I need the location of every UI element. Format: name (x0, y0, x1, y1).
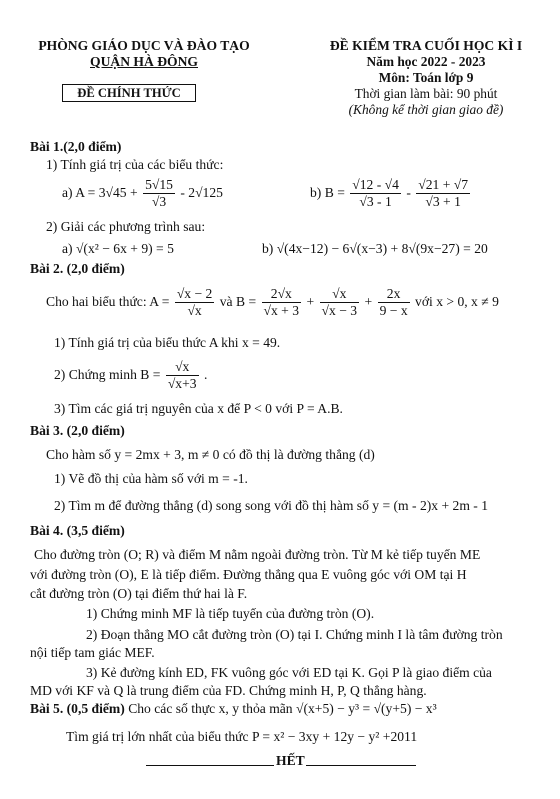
bai1-eq-a: a) √(x² − 6x + 9) = 5 (62, 241, 174, 256)
bai1-b-den1: √3 - 1 (359, 194, 392, 210)
bai3-intro: Cho hàm số y = 2mx + 3, m ≠ 0 có đồ thị là đường thẳng (d) (46, 447, 375, 462)
exam-time: Thời gian làm bài: 90 phút (354, 86, 498, 101)
bai2-B2-den: √x − 3 (321, 303, 358, 319)
bai4-q2a: 2) Đoạn thẳng MO cắt đường tròn (O) tại I. Chứng minh I là tâm đường tròn (86, 627, 503, 642)
bai2-q3: 3) Tìm các giá trị nguyên của x để P < 0 với P = A.B. (54, 401, 343, 416)
bai4-line3: cắt đường tròn (O) tại điểm thứ hai là F. (30, 586, 248, 601)
bai2-B1-fraction (262, 286, 302, 319)
bai2-q2-num: √x (166, 359, 199, 376)
bai5-title: Bài 5. (0,5 điểm) (30, 701, 125, 716)
bai2-B1-den: √x + 3 (263, 303, 300, 319)
bai2-A-fraction (175, 286, 215, 319)
school-year: Năm học 2022 - 2023 (366, 54, 486, 69)
bai3-q2: 2) Tìm m để đường thẳng (d) song song với đồ thị hàm số y = (m - 2)x + 2m - 1 (54, 498, 489, 513)
bai5-text: Cho các số thực x, y thỏa mãn √(x+5) − y³ = √(y+5) − x³ (128, 701, 437, 716)
exam-header (300, 38, 552, 118)
bai2-B1-num: 2√x (262, 286, 302, 303)
end-marker: HẾT (276, 753, 305, 768)
end-line-left (146, 765, 274, 766)
bai5-line (30, 700, 437, 718)
bai2-q1: 1) Tính giá trị của biểu thức A khi x = 49. (54, 335, 281, 350)
department-header (22, 38, 266, 70)
bai1-expr-a (62, 176, 223, 210)
bai1-b-label: b) B = (310, 185, 345, 200)
bai1-a-num: 5√15 (145, 177, 173, 193)
bai4-line1: Cho đường tròn (O; R) và điểm M nằm ngoài đường tròn. Từ M kẻ tiếp tuyến ME (34, 547, 481, 562)
bai1-a-label: a) (62, 185, 73, 200)
bai5-question: Tìm giá trị lớn nhất của biểu thức P = x² − 3xy + 12y − y² +2011 (66, 729, 418, 744)
bai2-intro-text: Cho hai biểu thức: A = (46, 294, 170, 309)
bai2-A-num: √x − 2 (176, 286, 213, 302)
bai2-q2-pre: 2) Chứng minh B = (54, 367, 161, 382)
bai4-line2: với đường tròn (O), E là tiếp điểm. Đường thẳng qua E vuông góc với OM tại H (30, 567, 467, 582)
bai1-b-minus: - (406, 185, 411, 200)
end-line-right (306, 765, 416, 766)
bai2-q2 (54, 358, 207, 392)
bai2-plus-2: + (364, 294, 373, 309)
bai2-B2-num: √x (320, 286, 360, 303)
bai3-q1: 1) Vẽ đồ thị của hàm số với m = -1. (54, 471, 248, 486)
bai2-B2-fraction (320, 286, 360, 319)
subject: Môn: Toán lớp 9 (378, 70, 474, 85)
bai2-q2-den: √x+3 (167, 376, 197, 392)
bai2-intro (46, 285, 499, 319)
department-name: PHÒNG GIÁO DỤC VÀ ĐÀO TẠO (38, 38, 250, 53)
bai4-q3b: MD với KF và Q là trung điểm của FD. Chứng minh H, P, Q thẳng hàng. (30, 683, 427, 698)
bai1-a-pre: A = 3√45 + (75, 185, 138, 200)
bai2-B3-den: 9 − x (379, 303, 408, 319)
bai1-a-fraction (143, 177, 175, 210)
bai1-expr-b (310, 176, 472, 210)
bai2-B3-num: 2x (378, 286, 410, 303)
bai2-A-den: √x (187, 303, 202, 319)
bai1-part1: 1) Tính giá trị của các biểu thức: (46, 157, 224, 172)
bai2-title: Bài 2. (2,0 điểm) (30, 261, 125, 276)
bai1-a-den: √3 (151, 194, 167, 210)
bai4-q2b: nội tiếp tam giác MEF. (30, 645, 155, 660)
bai1-b-num2: √21 + √7 (418, 177, 469, 193)
bai1-b-fraction1 (350, 177, 401, 210)
bai1-eq-b: b) √(4x−12) − 6√(x−3) + 8√(9x−27) = 20 (262, 241, 488, 256)
exam-title: ĐỀ KIỂM TRA CUỐI HỌC KÌ I (329, 38, 523, 53)
district-name: QUẬN HÀ ĐÔNG (90, 54, 198, 69)
bai4-q1: 1) Chứng minh MF là tiếp tuyến của đường tròn (O). (86, 606, 375, 621)
official-stamp: ĐỀ CHÍNH THỨC (62, 84, 196, 102)
bai1-b-fraction2 (416, 177, 470, 210)
bai4-q3a: 3) Kẻ đường kính ED, FK vuông góc với ED tại K. Gọi P là giao điểm của (86, 665, 492, 680)
bai2-q2-fraction (166, 359, 199, 392)
bai2-condition: với x > 0, x ≠ 9 (415, 294, 499, 309)
bai1-part2: 2) Giải các phương trình sau: (46, 219, 206, 234)
bai4-title: Bài 4. (3,5 điểm) (30, 523, 125, 538)
bai2-q2-post: . (203, 367, 208, 382)
time-note: (Không kể thời gian giao đề) (348, 102, 504, 117)
bai1-title: Bài 1.(2,0 điểm) (30, 139, 122, 154)
bai1-b-den2: √3 + 1 (425, 194, 461, 210)
bai1-a-post: - 2√125 (180, 185, 223, 200)
bai2-and-B: và B = (219, 294, 257, 309)
bai2-B3-fraction (378, 286, 410, 319)
bai2-plus-1: + (306, 294, 315, 309)
bai3-title: Bài 3. (2,0 điểm) (30, 423, 125, 438)
bai1-b-num1: √12 - √4 (352, 177, 399, 193)
